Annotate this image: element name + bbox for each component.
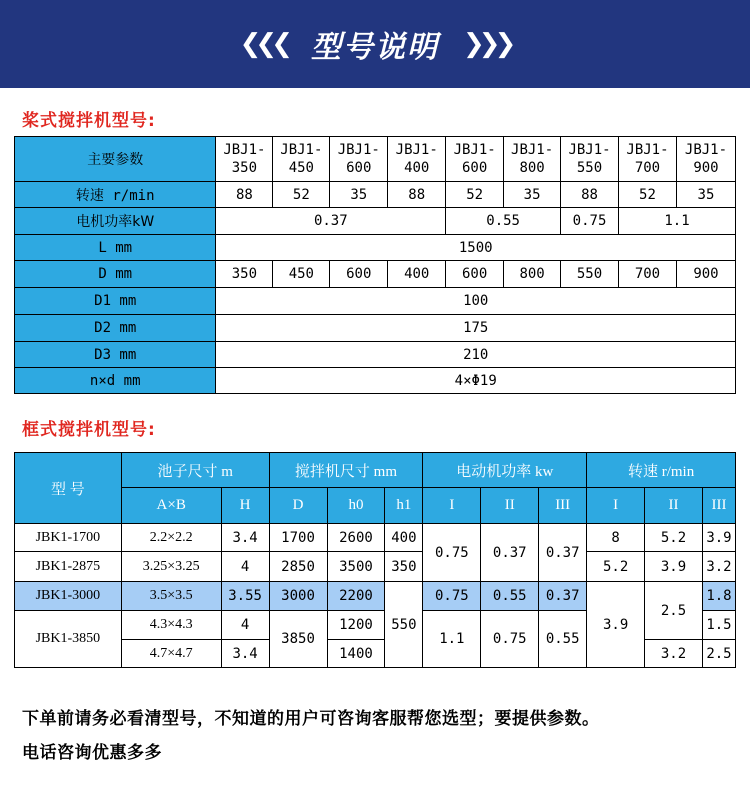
model-cell: JBK1-3000 — [15, 582, 122, 611]
subheader-D: D — [269, 488, 327, 524]
model-cell: JBK1-1700 — [15, 524, 122, 552]
speed-III-cell: 1.8 — [702, 582, 735, 611]
model-cell: JBJ1- 700 — [619, 137, 677, 182]
paddle-mixer-table — [14, 136, 736, 394]
mixer-h0-cell: 2200 — [327, 582, 385, 611]
D-value: 450 — [273, 261, 330, 288]
pool-size-header: 池子尺寸 m — [121, 453, 269, 488]
model-cell: JBK1-3850 — [15, 611, 122, 668]
model-cell: JBJ1- 450 — [273, 137, 330, 182]
motor-I-cell: 1.1 — [423, 611, 481, 668]
speed-II-cell: 3.9 — [645, 552, 703, 582]
D-value: 350 — [216, 261, 273, 288]
speed-I-cell: 3.9 — [587, 582, 645, 668]
speed-III-cell: 3.2 — [702, 552, 735, 582]
D-value: 800 — [504, 261, 561, 288]
speed-label: 转速 r/min — [15, 182, 216, 208]
D-value: 900 — [676, 261, 735, 288]
chevrons-left-icon: ❮❮❮ — [239, 29, 287, 59]
mixer-h1-cell: 400 — [385, 524, 423, 552]
speed-value: 52 — [273, 182, 330, 208]
speed-II-cell: 5.2 — [645, 524, 703, 552]
speed-value: 88 — [388, 182, 446, 208]
section-title-paddle: 桨式搅拌机型号: — [22, 111, 156, 131]
speed-III-cell: 1.5 — [702, 611, 735, 640]
note-line-1: 下单前请务必看清型号，不知道的用户可咨询客服帮您选型；要提供参数。 — [22, 709, 600, 729]
pool-h-cell: 3.4 — [221, 524, 269, 552]
mixer-size-header: 搅拌机尺寸 mm — [269, 453, 423, 488]
D1-label: D1 mm — [15, 288, 216, 315]
speed-I-cell: 8 — [587, 524, 645, 552]
motor-III-cell: 0.55 — [539, 611, 587, 668]
speed-value: 88 — [216, 182, 273, 208]
speed-value: 52 — [619, 182, 677, 208]
subheader-motor-I: I — [423, 488, 481, 524]
motor-III-cell: 0.37 — [539, 524, 587, 582]
D-value: 550 — [561, 261, 619, 288]
subheader-motor-II: II — [481, 488, 539, 524]
D2-value: 175 — [216, 315, 736, 342]
note-line-2: 电话咨询优惠多多 — [22, 743, 162, 763]
speed-III-cell: 3.9 — [702, 524, 735, 552]
D1-value: 100 — [216, 288, 736, 315]
frame-mixer-table — [14, 452, 736, 668]
L-value: 1500 — [216, 235, 736, 261]
D-value: 600 — [446, 261, 504, 288]
motor-power-header: 电动机功率 kw — [423, 453, 587, 488]
banner-title: 型号说明 — [311, 30, 439, 65]
model-cell: JBJ1- 350 — [216, 137, 273, 182]
speed-value: 52 — [446, 182, 504, 208]
model-cell: JBK1-2875 — [15, 552, 122, 582]
pool-h-cell: 3.4 — [221, 640, 269, 668]
subheader-speed-III: III — [702, 488, 735, 524]
pool-ab-cell: 3.25×3.25 — [121, 552, 221, 582]
pool-h-cell: 4 — [221, 611, 269, 640]
mixer-h0-cell: 1400 — [327, 640, 385, 668]
D-value: 400 — [388, 261, 446, 288]
speed-value: 35 — [330, 182, 388, 208]
model-cell: JBJ1- 900 — [676, 137, 735, 182]
speed-II-cell: 2.5 — [645, 582, 703, 640]
pool-h-cell: 4 — [221, 552, 269, 582]
power-value: 0.37 — [216, 208, 446, 235]
power-value: 0.75 — [561, 208, 619, 235]
param-header: 主要参数 — [15, 137, 216, 182]
motor-II-cell: 0.75 — [481, 611, 539, 668]
D3-label: D3 mm — [15, 342, 216, 368]
subheader-motor-III: III — [539, 488, 587, 524]
motor-II-cell: 0.37 — [481, 524, 539, 582]
power-value: 0.55 — [446, 208, 561, 235]
mixer-h1-cell: 550 — [385, 582, 423, 668]
chevrons-right-icon: ❯❯❯ — [463, 29, 511, 59]
pool-h-cell: 3.55 — [221, 582, 269, 611]
motor-I-cell: 0.75 — [423, 582, 481, 611]
subheader-h1: h1 — [385, 488, 423, 524]
model-cell: JBJ1- 600 — [330, 137, 388, 182]
model-header: 型 号 — [15, 453, 122, 524]
subheader-H: H — [221, 488, 269, 524]
pool-ab-cell: 2.2×2.2 — [121, 524, 221, 552]
model-cell: JBJ1- 800 — [504, 137, 561, 182]
power-label: 电机功率kW — [15, 208, 216, 235]
L-label: L mm — [15, 235, 216, 261]
model-cell: JBJ1- 550 — [561, 137, 619, 182]
motor-III-cell: 0.37 — [539, 582, 587, 611]
subheader-AxB: A×B — [121, 488, 221, 524]
model-cell: JBJ1- 400 — [388, 137, 446, 182]
speed-value: 35 — [504, 182, 561, 208]
mixer-d-cell: 2850 — [269, 552, 327, 582]
section-title-frame: 框式搅拌机型号: — [22, 420, 156, 440]
title-banner — [0, 0, 750, 88]
mixer-h0-cell: 1200 — [327, 611, 385, 640]
nxd-label: n×d mm — [15, 368, 216, 394]
motor-I-cell: 0.75 — [423, 524, 481, 582]
D-value: 700 — [619, 261, 677, 288]
D-value: 600 — [330, 261, 388, 288]
mixer-h0-cell: 2600 — [327, 524, 385, 552]
mixer-h0-cell: 3500 — [327, 552, 385, 582]
subheader-h0: h0 — [327, 488, 385, 524]
power-value: 1.1 — [619, 208, 736, 235]
D2-label: D2 mm — [15, 315, 216, 342]
mixer-d-cell: 3000 — [269, 582, 327, 611]
speed-II-cell: 3.2 — [645, 640, 703, 668]
mixer-h1-cell: 350 — [385, 552, 423, 582]
subheader-speed-II: II — [645, 488, 703, 524]
speed-III-cell: 2.5 — [702, 640, 735, 668]
pool-ab-cell: 3.5×3.5 — [121, 582, 221, 611]
mixer-d-cell: 3850 — [269, 611, 327, 668]
pool-ab-cell: 4.3×4.3 — [121, 611, 221, 640]
mixer-d-cell: 1700 — [269, 524, 327, 552]
speed-value: 88 — [561, 182, 619, 208]
model-cell: JBJ1- 600 — [446, 137, 504, 182]
D-label: D mm — [15, 261, 216, 288]
motor-II-cell: 0.55 — [481, 582, 539, 611]
nxd-value: 4×Φ19 — [216, 368, 736, 394]
subheader-speed-I: I — [587, 488, 645, 524]
speed-value: 35 — [676, 182, 735, 208]
speed-I-cell: 5.2 — [587, 552, 645, 582]
D3-value: 210 — [216, 342, 736, 368]
pool-ab-cell: 4.7×4.7 — [121, 640, 221, 668]
speed-header: 转速 r/min — [587, 453, 736, 488]
